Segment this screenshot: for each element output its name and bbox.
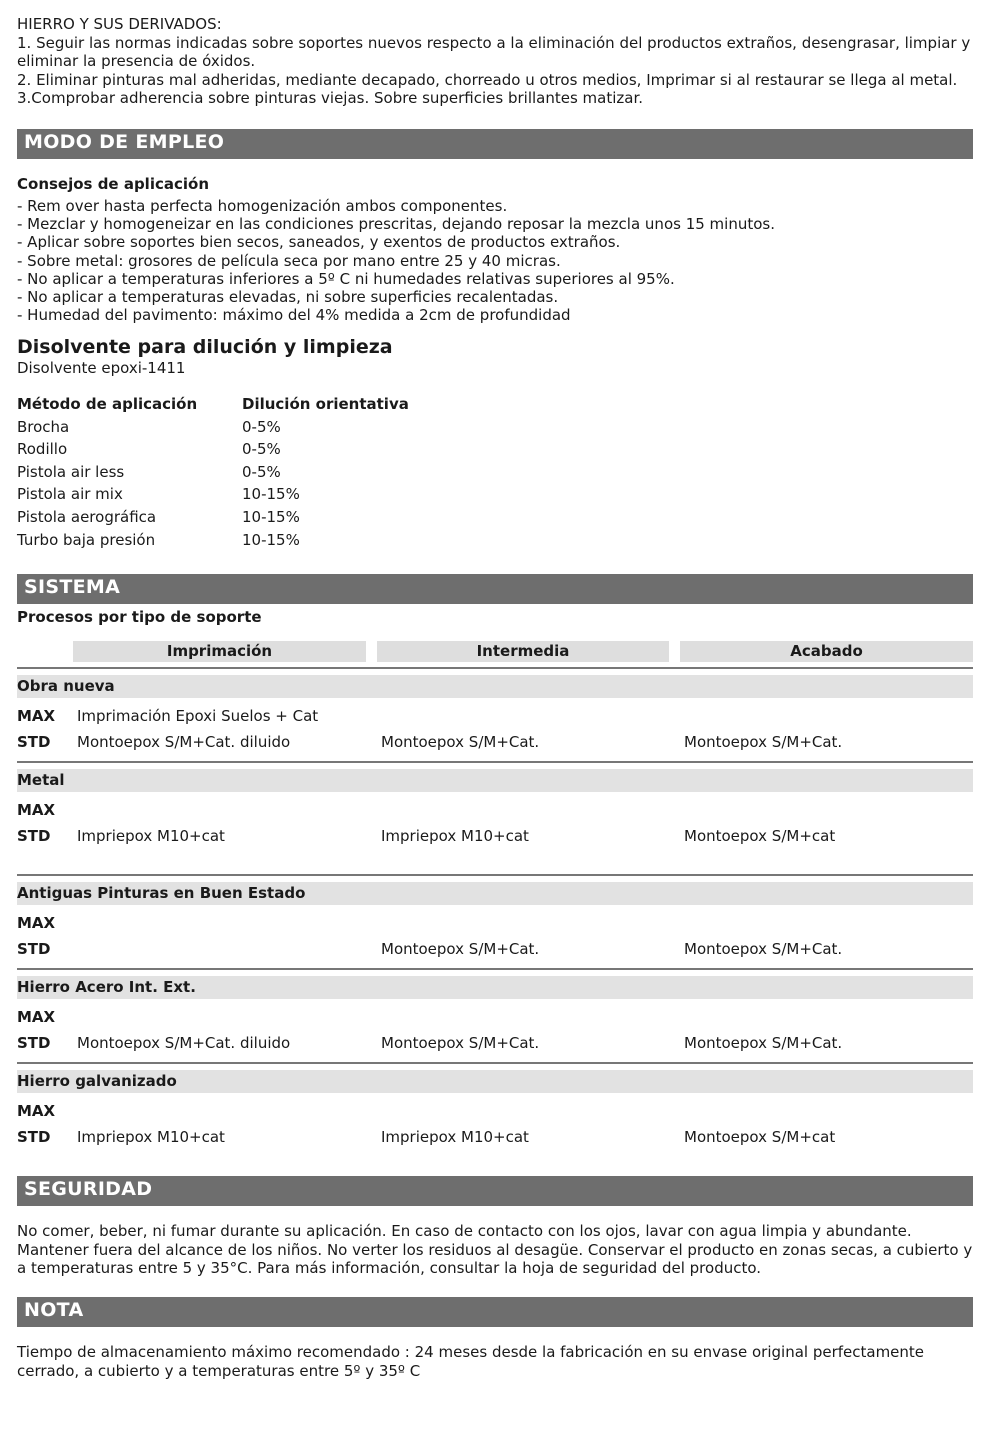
group-title: Hierro galvanizado [17, 1070, 973, 1093]
process-cell: Montoepox S/M+Cat. diluido [77, 1034, 291, 1052]
process-cell: Montoepox S/M+cat [684, 827, 836, 845]
column-header-intermedia: Intermedia [377, 641, 669, 662]
sistema-subtitle: Procesos por tipo de soporte [17, 608, 262, 626]
section-header-modo: MODO DE EMPLEO [17, 129, 973, 159]
process-cell: Impriepox M10+cat [77, 1128, 225, 1146]
group-title: Hierro Acero Int. Ext. [17, 976, 973, 999]
method-cell: Pistola air less [17, 462, 125, 481]
dilution-cell: 10-15% [242, 507, 300, 526]
dilution-cell: 0-5% [242, 440, 281, 459]
process-cell: Montoepox S/M+Cat. [684, 1034, 843, 1052]
method-cell: Rodillo [17, 440, 68, 459]
divider [17, 667, 973, 669]
intro-line: 2. Eliminar pinturas mal adheridas, mediante decapado, chorreado u otros medios, Imprimar si al restaurar se llega al metal. [17, 70, 958, 89]
method-cell: Turbo baja presión [17, 530, 156, 549]
method-cell: Pistola air mix [17, 485, 123, 504]
max-label: MAX [17, 914, 56, 932]
method-cell: Pistola aerográfica [17, 507, 157, 526]
methods-header-method: Método de aplicación [17, 395, 198, 413]
process-cell: Montoepox S/M+Cat. [684, 733, 843, 751]
std-label: STD [17, 1128, 51, 1146]
list-item: - Sobre metal: grosores de película seca por mano entre 25 y 40 micras. [17, 251, 561, 270]
column-header-acabado: Acabado [680, 641, 973, 662]
std-label: STD [17, 733, 51, 751]
list-item: - Humedad del pavimento: máximo del 4% medida a 2cm de profundidad [17, 306, 571, 325]
intro-title: HIERRO Y SUS DERIVADOS: [17, 15, 222, 33]
table-row [17, 461, 517, 484]
max-label: MAX [17, 801, 56, 819]
paragraph-line: Mantener fuera del alcance de los niños. No verter los residuos al desagüe. Conservar el producto en zonas secas, a cubierto y [17, 1240, 973, 1259]
methods-table [17, 393, 517, 551]
std-label: STD [17, 1034, 51, 1052]
process-cell: Montoepox S/M+Cat. [381, 940, 540, 958]
max-label: MAX [17, 1008, 56, 1026]
column-header-imprimacion: Imprimación [73, 641, 366, 662]
process-cell: Montoepox S/M+cat [684, 1128, 836, 1146]
list-item: - Mezclar y homogeneizar en las condiciones prescritas, dejando reposar la mezcla unos 15 minutos. [17, 215, 775, 234]
paragraph-line: Tiempo de almacenamiento máximo recomendado : 24 meses desde la fabricación en su envase original perfectamente [17, 1343, 925, 1361]
table-row [17, 416, 517, 439]
dilution-cell: 0-5% [242, 462, 281, 481]
max-label: MAX [17, 1102, 56, 1120]
process-cell: Impriepox M10+cat [381, 827, 529, 845]
std-label: STD [17, 940, 51, 958]
seguridad-text [17, 1222, 973, 1278]
process-cell: Impriepox M10+cat [381, 1128, 529, 1146]
group-title: Antiguas Pinturas en Buen Estado [17, 882, 973, 905]
consejos-list [17, 197, 973, 324]
process-cell: Montoepox S/M+Cat. diluido [77, 733, 291, 751]
dilution-cell: 0-5% [242, 417, 281, 436]
process-cell: Montoepox S/M+Cat. [381, 1034, 540, 1052]
section-header-sistema: SISTEMA [17, 574, 973, 604]
group-title: Metal [17, 769, 973, 792]
process-cell: Montoepox S/M+Cat. [381, 733, 540, 751]
list-item: - No aplicar a temperaturas elevadas, ni sobre superficies recalentadas. [17, 288, 559, 307]
method-cell: Brocha [17, 417, 70, 436]
intro-line: eliminar la presencia de óxidos. [17, 52, 256, 70]
divider [17, 1062, 973, 1064]
process-cell: Montoepox S/M+Cat. [684, 940, 843, 958]
list-item: - Rem over hasta perfecta homogenización ambos componentes. [17, 197, 508, 215]
divider [17, 874, 973, 876]
max-label: MAX [17, 707, 56, 725]
consejos-title: Consejos de aplicación [17, 175, 209, 193]
table-row [17, 529, 517, 552]
group-title: Obra nueva [17, 675, 973, 698]
dilution-cell: 10-15% [242, 530, 300, 549]
methods-header-row [17, 393, 517, 416]
disolvente-title: Disolvente para dilución y limpieza [17, 336, 393, 358]
paragraph-line: No comer, beber, ni fumar durante su aplicación. En caso de contacto con los ojos, lavar con agua limpia y abundante. [17, 1222, 912, 1240]
process-cell: Impriepox M10+cat [77, 827, 225, 845]
intro-line: 1. Seguir las normas indicadas sobre soportes nuevos respecto a la eliminación del productos extraños, desengrasar, limpiar y [17, 33, 971, 52]
table-row [17, 438, 517, 461]
table-row [17, 483, 517, 506]
disolvente-value: Disolvente epoxi-1411 [17, 359, 186, 377]
intro-line: 3.Comprobar adherencia sobre pinturas viejas. Sobre superficies brillantes matizar. [17, 89, 644, 107]
std-label: STD [17, 827, 51, 845]
intro-section [17, 15, 973, 108]
dilution-cell: 10-15% [242, 485, 300, 504]
table-row [17, 506, 517, 529]
section-header-seguridad: SEGURIDAD [17, 1176, 973, 1206]
paragraph-line: a temperaturas entre 5 y 35°C. Para más información, consultar la hoja de seguridad del producto. [17, 1259, 762, 1277]
section-header-nota: NOTA [17, 1297, 973, 1327]
list-item: - Aplicar sobre soportes bien secos, saneados, y exentos de productos extraños. [17, 233, 621, 252]
divider [17, 761, 973, 763]
methods-header-dilution: Dilución orientativa [242, 395, 409, 413]
list-item: - No aplicar a temperaturas inferiores a 5º C ni humedades relativas superiores al 95%. [17, 269, 675, 288]
paragraph-line: cerrado, a cubierto y a temperaturas entre 5º y 35º C [17, 1361, 421, 1380]
divider [17, 968, 973, 970]
nota-text [17, 1343, 973, 1380]
process-cell: Imprimación Epoxi Suelos + Cat [77, 707, 319, 725]
